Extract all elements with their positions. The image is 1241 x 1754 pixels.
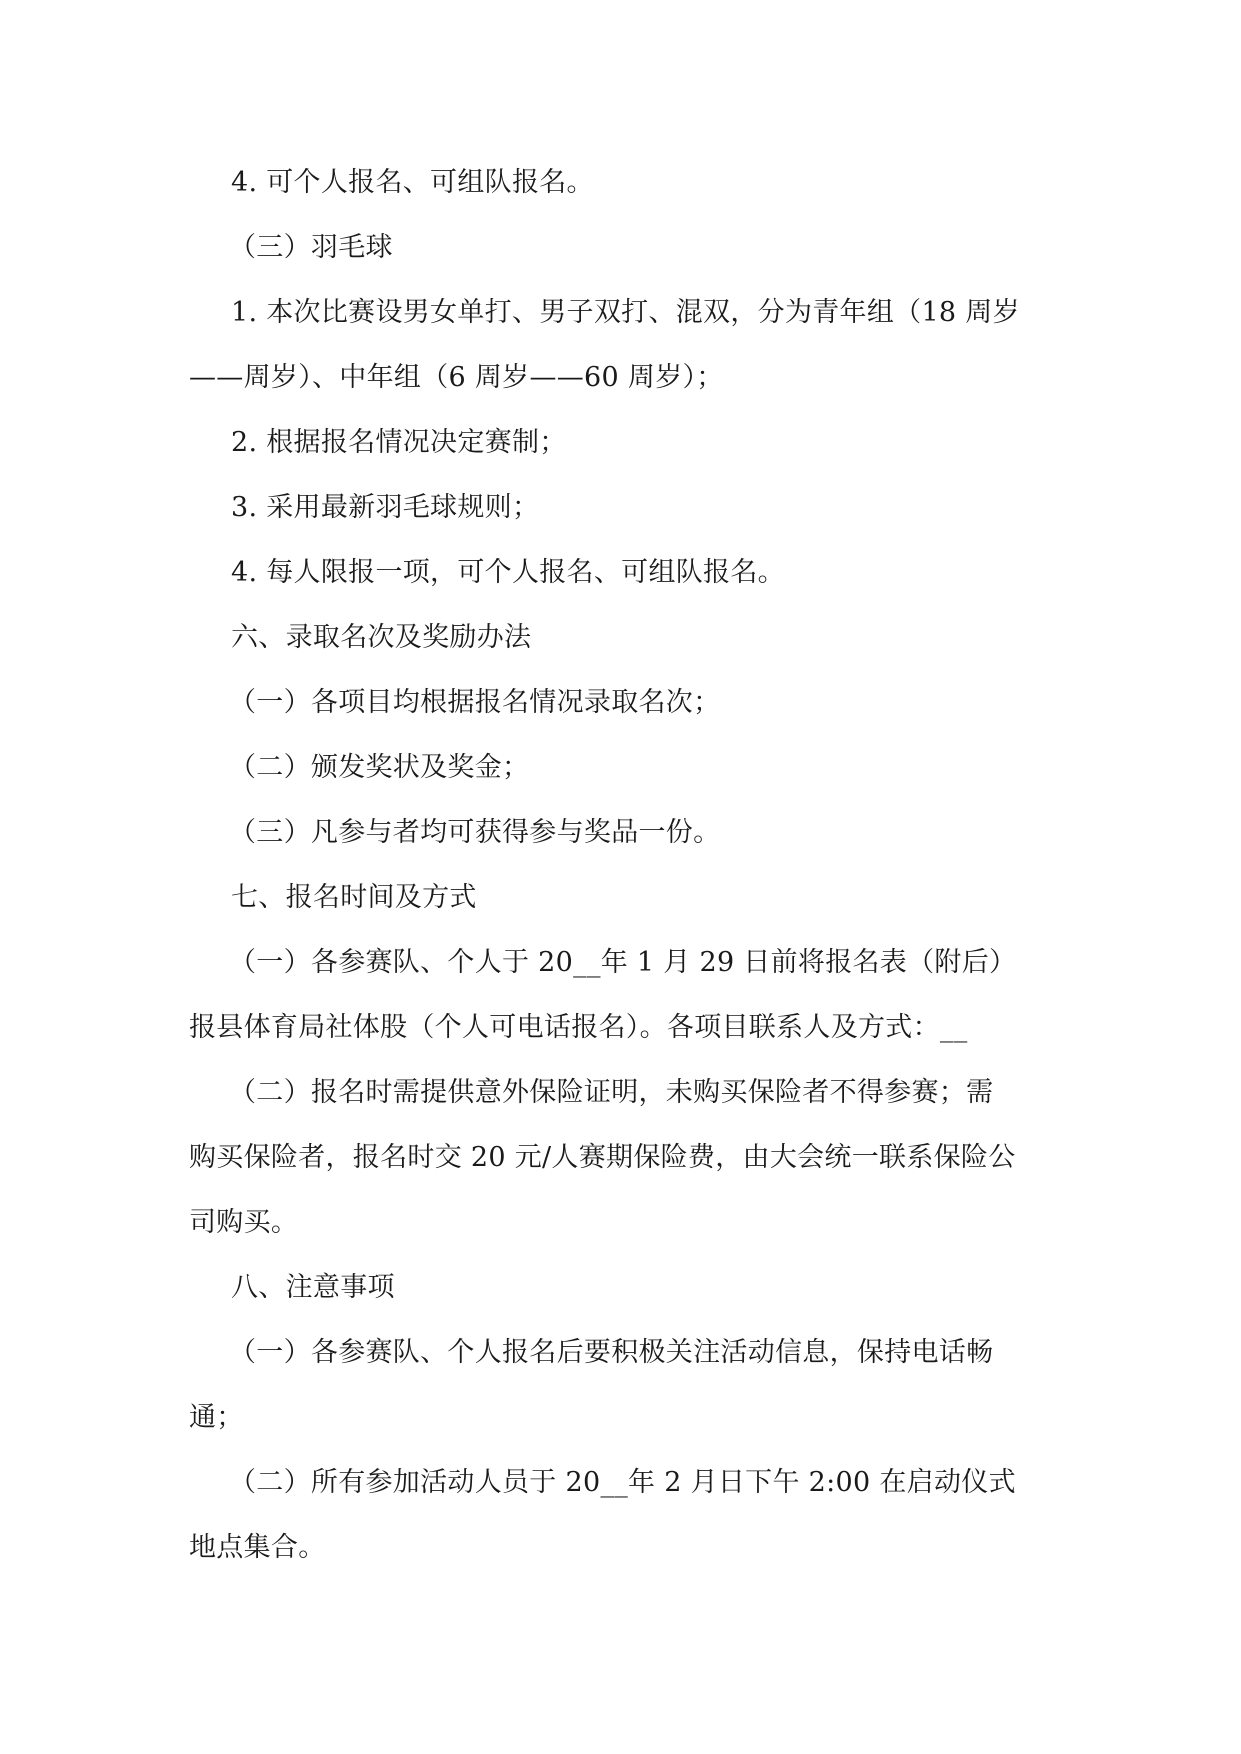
text-line: 4. 每人限报一项，可个人报名、可组队报名。	[231, 557, 785, 588]
section-heading: 六、录取名次及奖励办法	[231, 622, 532, 653]
text-line: 司购买。	[189, 1207, 299, 1238]
text-line: （一）各项目均根据报名情况录取名次；	[229, 687, 721, 718]
text-line: （二）报名时需提供意外保险证明，未购买保险者不得参赛；需	[229, 1077, 994, 1108]
section-heading: （三）羽毛球	[229, 232, 393, 263]
section-heading: 七、报名时间及方式	[231, 882, 477, 913]
text-line: 地点集合。	[189, 1532, 326, 1563]
text-line: 3. 采用最新羽毛球规则；	[231, 492, 540, 523]
text-line: 2. 根据报名情况决定赛制；	[231, 427, 567, 458]
document-body	[189, 150, 1064, 1580]
text-line: 通；	[189, 1402, 244, 1433]
text-line: （一）各参赛队、个人于 20__年 1 月 29 日前将报名表（附后）	[229, 947, 1017, 978]
text-line: 4. 可个人报名、可组队报名。	[231, 167, 594, 198]
text-line: （二）所有参加活动人员于 20__年 2 月日下午 2:00 在启动仪式	[229, 1467, 1016, 1498]
text-line: （一）各参赛队、个人报名后要积极关注活动信息，保持电话畅	[229, 1337, 994, 1368]
text-line: ——周岁）、中年组（6 周岁——60 周岁）；	[189, 362, 724, 393]
text-line: （三）凡参与者均可获得参与奖品一份。	[229, 817, 721, 848]
text-line: 1. 本次比赛设男女单打、男子双打、混双，分为青年组（18 周岁	[231, 297, 1020, 328]
text-line: （二）颁发奖状及奖金；	[229, 752, 530, 783]
text-line: 购买保险者，报名时交 20 元/人赛期保险费，由大会统一联系保险公	[189, 1142, 1016, 1173]
text-line: 报县体育局社体股（个人可电话报名）。各项目联系人及方式：__	[189, 1012, 968, 1043]
section-heading: 八、注意事项	[231, 1272, 395, 1303]
